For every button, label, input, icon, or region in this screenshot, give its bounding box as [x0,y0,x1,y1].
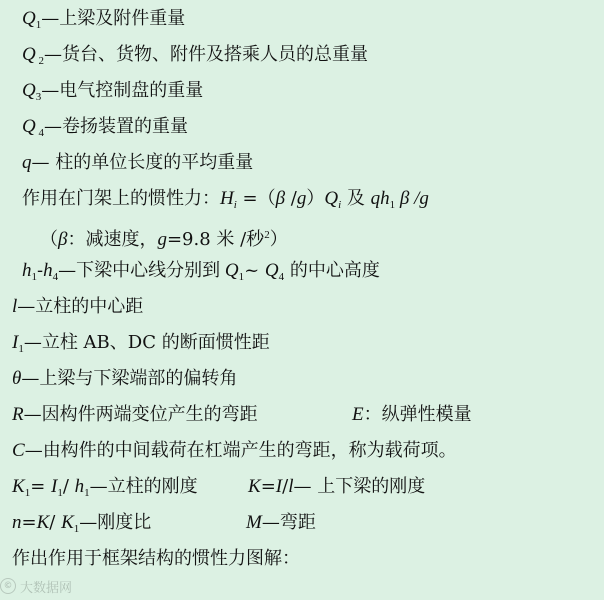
line-n: n=K/ $K_1—$刚度比 [12,512,152,535]
inertia-prefix: 作用在门架上的惯性力： [22,188,220,209]
line-q2: Q $_2$—货台、货物、附件及搭乘人员的总重量 [22,44,368,67]
n-description: —刚度比 [79,512,152,533]
q2-description: —货台、货物、附件及搭乘人员的总重量 [43,44,368,65]
line-k: K=I/l— 上下梁的刚度 [248,476,426,497]
deceleration-label: ：减速度， [67,229,158,250]
line-c: C—由构件的中间载荷在杠端产生的弯距，称为载荷项。 [12,440,457,461]
e-description: ：纵弹性模量 [363,404,472,425]
line-q: q— 柱的单位长度的平均重量 [22,152,254,173]
q1-description: —上梁及附件重量 [41,8,186,29]
gravity-value: =9.8 米 /秒 [166,229,265,250]
watermark [0,574,72,598]
q4-description: —卷扬装置的重量 [43,116,188,137]
c-description: —由构件的中间载荷在杠端产生的弯距，称为载荷项。 [24,440,457,461]
m-description: —弯距 [261,512,316,533]
line-q3: $Q_3—$电气控制盘的重量 [22,80,204,103]
line-inertia-force: 作用在门架上的惯性力：$H_i =(\beta$ $/g)Q_i$ 及 $qh_1$ β /g [22,188,429,211]
closing-statement: 作出作用于框架结构的惯性力图解： [12,548,300,569]
line-q1: $Q_1—$上梁及附件重量 [22,8,186,31]
i1-description: —立柱 AB、DC 的断面惯性距 [23,332,270,353]
heights-description: —下梁中心线分别到 [58,260,221,281]
line-l: l—立柱的中心距 [12,296,144,317]
line-r: R—因构件两端变位产生的弯距 [12,404,258,425]
k-description: — 上下梁的刚度 [293,476,426,497]
line-heights: $h_1-h_4—$下梁中心线分别到 $Q_1\sim$ $Q_4$ 的中心高度 [22,260,380,283]
r-description: —因构件两端变位产生的弯距 [23,404,258,425]
line-deceleration-note: （β：减速度，g=9.8 米 /秒$^2$） [40,229,288,250]
q3-description: —电气控制盘的重量 [41,80,204,101]
line-i1: $I_1—$立柱 AB、DC 的断面惯性距 [12,332,270,355]
line-k1: $K_1= I_1/$ $h_1—$立柱的刚度 [12,476,198,499]
heights-description-end: 的中心高度 [289,260,380,281]
line-q4: Q $_4$—卷扬装置的重量 [22,116,188,139]
q-description: — 柱的单位长度的平均重量 [31,152,254,173]
theta-description: —上梁与下梁端部的偏转角 [21,368,238,389]
watermark-logo-icon: © [0,578,16,594]
k1-description: —立柱的刚度 [89,476,198,497]
l-description: —立柱的中心距 [17,296,144,317]
line-e: E：纵弹性模量 [352,404,472,425]
line-m: M—弯距 [246,512,316,533]
watermark-text: 大数据网 [20,580,73,596]
line-theta: θ—上梁与下梁端部的偏转角 [12,368,238,389]
